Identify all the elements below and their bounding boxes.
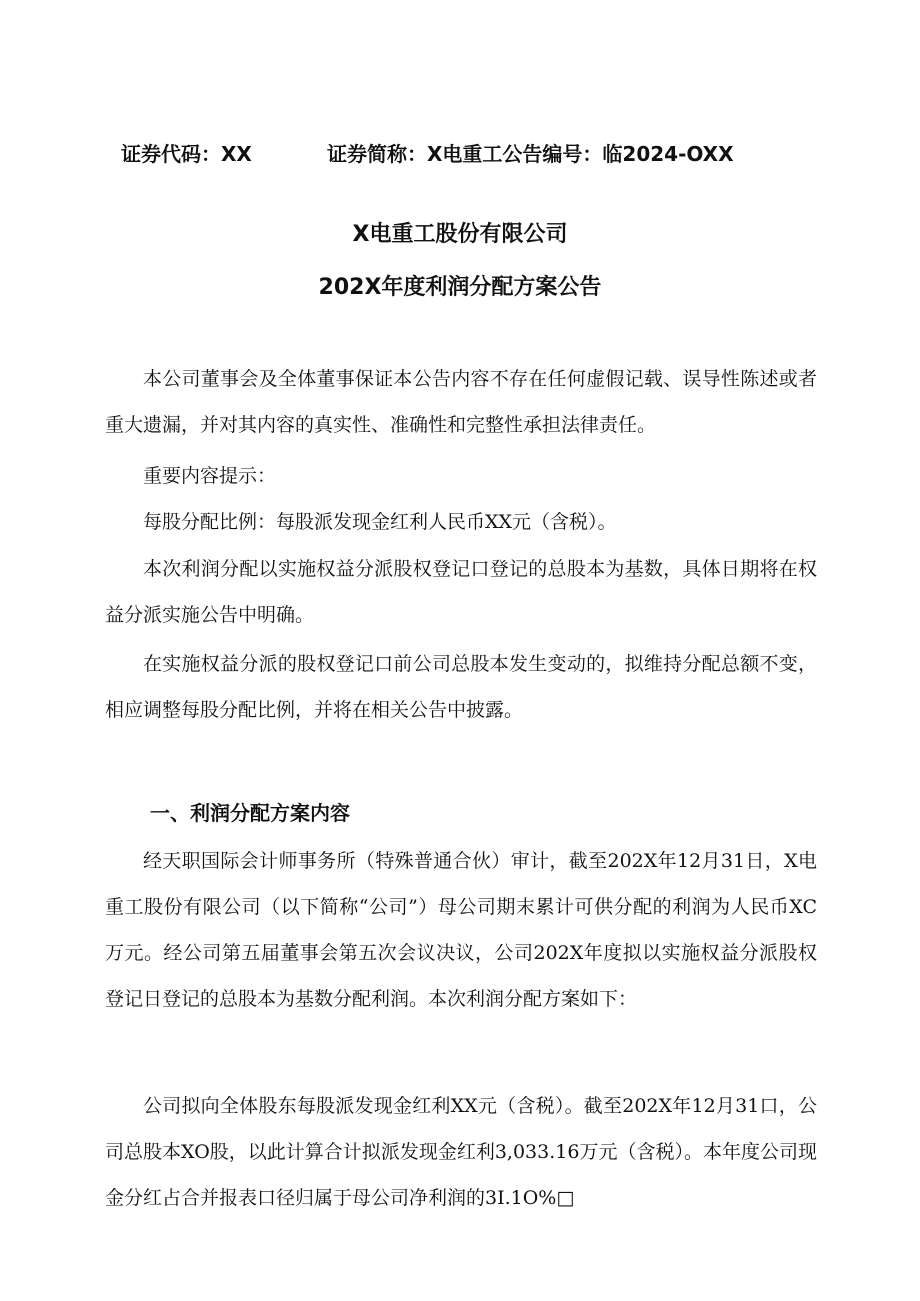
board-statement: 本公司董事会及全体董事保证本公告内容不存在任何虚假记载、误导性陈述或者重大遗漏，并对其内容的真实性、准确性和完整性承担法律责任。: [105, 368, 817, 436]
audit-paragraph: 经天职国际会计师事务所（特殊普通合伙）审计，截至202X年12月31日，X电重工股份有限公司（以下简称“公司”）母公司期末累计可供分配的利润为人民币XC万元。经公司第五届董事会第五次会议决议，公司202X年度拟以实施权益分派股权登记日登记的总股本为基数分配利润。本次利润分配方案如下：: [105, 850, 817, 1010]
announcement-header: [121, 138, 821, 170]
section-heading: 一、利润分配方案内容: [150, 801, 350, 825]
stock-code: 证券代码：XX: [121, 142, 252, 166]
stock-abbreviation-and-number: 证券简称：X电重工公告编号：临2024-OXX: [327, 142, 734, 166]
per-share-ratio: 每股分配比例：每股派发现金红利人民币XX元（含税）。: [143, 511, 617, 533]
highlights-label: 重要内容提示：: [143, 465, 277, 487]
dividend-paragraph: 公司拟向全体股东每股派发现金红利XX元（含税）。截至202X年12月31口，公司总股本XO股，以此计算合计拟派发现金红利3,033.16万元（含税）。本年度公司现金分红占合并报表口径归属于母公司净利润的3I.1O%□: [105, 1095, 817, 1209]
announcement-title: 202X年度利润分配方案公告: [318, 275, 602, 300]
company-name-title: X电重工股份有限公司: [352, 222, 568, 247]
share-change-note: 在实施权益分派的股权登记口前公司总股本发生变动的，拟维持分配总额不变，相应调整每股分配比例，并将在相关公告中披露。: [105, 653, 817, 721]
distribution-basis: 本次利润分配以实施权益分派股权登记口登记的总股本为基数，具体日期将在权益分派实施公告中明确。: [105, 558, 817, 626]
